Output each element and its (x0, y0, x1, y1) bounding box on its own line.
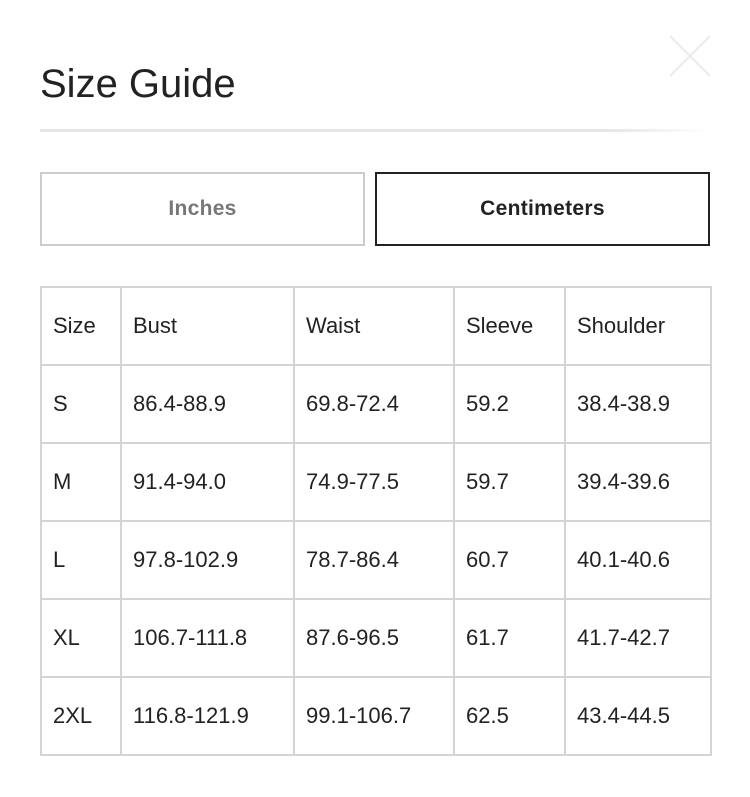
table-row (41, 521, 711, 599)
table-row (41, 443, 711, 521)
waist-cell: 99.1-106.7 (294, 677, 454, 755)
size-cell: L (41, 521, 121, 599)
bust-cell: 91.4-94.0 (121, 443, 294, 521)
size-cell: XL (41, 599, 121, 677)
size-cell: M (41, 443, 121, 521)
sleeve-cell: 61.7 (454, 599, 565, 677)
shoulder-cell: 41.7-42.7 (565, 599, 711, 677)
waist-cell: 74.9-77.5 (294, 443, 454, 521)
unit-toggle (40, 172, 710, 246)
shoulder-cell: 43.4-44.5 (565, 677, 711, 755)
sleeve-cell: 59.2 (454, 365, 565, 443)
title-divider (40, 129, 710, 132)
modal-title: Size Guide (40, 62, 236, 106)
header-cell: Sleeve (454, 287, 565, 365)
bust-cell: 86.4-88.9 (121, 365, 294, 443)
size-cell: 2XL (41, 677, 121, 755)
table-row (41, 365, 711, 443)
table-header-row (41, 287, 711, 365)
close-icon (666, 32, 714, 80)
centimeters-tab[interactable]: Centimeters (375, 172, 710, 246)
shoulder-cell: 39.4-39.6 (565, 443, 711, 521)
shoulder-cell: 40.1-40.6 (565, 521, 711, 599)
sleeve-cell: 60.7 (454, 521, 565, 599)
sleeve-cell: 62.5 (454, 677, 565, 755)
waist-cell: 69.8-72.4 (294, 365, 454, 443)
bust-cell: 116.8-121.9 (121, 677, 294, 755)
bust-cell: 97.8-102.9 (121, 521, 294, 599)
table-row (41, 677, 711, 755)
size-table (40, 286, 712, 756)
header-cell: Waist (294, 287, 454, 365)
close-button[interactable] (666, 32, 714, 80)
header-cell: Size (41, 287, 121, 365)
sleeve-cell: 59.7 (454, 443, 565, 521)
shoulder-cell: 38.4-38.9 (565, 365, 711, 443)
bust-cell: 106.7-111.8 (121, 599, 294, 677)
waist-cell: 87.6-96.5 (294, 599, 454, 677)
size-cell: S (41, 365, 121, 443)
inches-tab[interactable]: Inches (40, 172, 365, 246)
header-cell: Bust (121, 287, 294, 365)
header-cell: Shoulder (565, 287, 711, 365)
waist-cell: 78.7-86.4 (294, 521, 454, 599)
table-row (41, 599, 711, 677)
